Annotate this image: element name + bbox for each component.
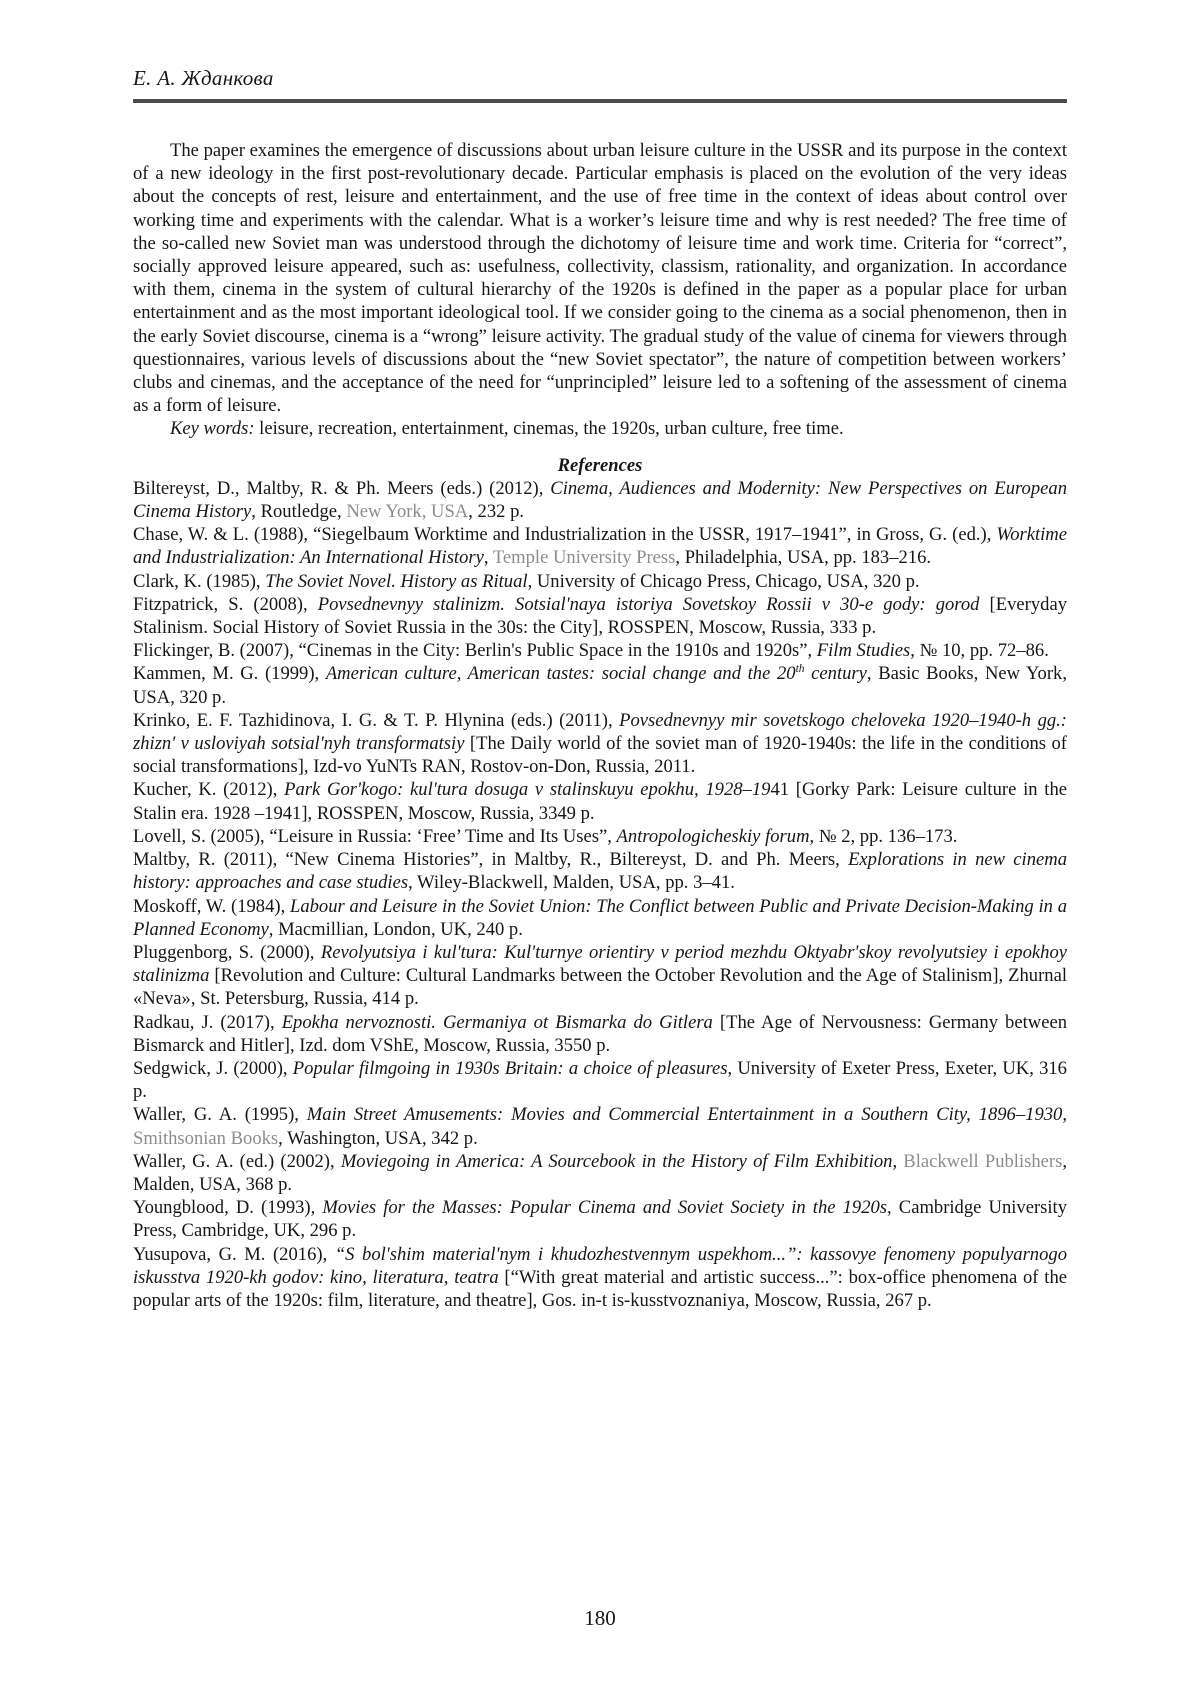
reference-segment: , xyxy=(483,547,493,569)
reference-entry xyxy=(133,639,1067,662)
reference-segment: “S bol'shim material'nym i khudozhestvennym uspekhom...”: kassovye fenomeny populyarnogo iskusstva 1920-kh godov: kino, literatura, teatra xyxy=(133,1243,1067,1288)
reference-segment: [“With great material and artistic success...”: box-office phenomena of the popular arts of the 1920s: film, literature, and theatre], Gos. in-t is-kusstvoznaniya, Moscow, Russia, 267 p. xyxy=(133,1266,1067,1311)
reference-segment: Main Street Amusements: Movies and Commercial Entertainment in a Southern City, 1896–1930, xyxy=(306,1104,1067,1126)
reference-segment: , Routledge, xyxy=(251,501,347,523)
reference-segment: Radkau, J. (2017), xyxy=(133,1011,282,1033)
reference-entry xyxy=(133,941,1067,1011)
reference-segment: Yusupova, G. M. (2016), xyxy=(133,1243,335,1265)
reference-segment: Popular filmgoing in 1930s Britain: a choice of pleasures xyxy=(292,1057,728,1079)
reference-segment: The Soviet Novel. History as Ritual xyxy=(265,570,528,592)
reference-segment: Temple University Press xyxy=(492,547,676,569)
reference-segment: Movies for the Masses: Popular Cinema and Soviet Society in the 1920s xyxy=(322,1197,888,1219)
page-footer xyxy=(0,1606,1200,1631)
reference-segment: Waller, G. A. (ed.) (2002), xyxy=(133,1150,341,1172)
reference-entry xyxy=(133,593,1067,639)
reference-segment: New York, USA xyxy=(346,501,469,523)
reference-segment: Blackwell Publishers xyxy=(903,1150,1063,1172)
reference-segment: , 232 p. xyxy=(468,501,525,523)
reference-segment: Lovell, S. (2005), “Leisure in Russia: ‘Free’ Time and Its Uses”, xyxy=(133,825,617,847)
reference-segment: , University of Chicago Press, Chicago, USA, 320 p. xyxy=(527,570,920,592)
reference-segment: , Philadelphia, USA, pp. 183–216. xyxy=(675,547,932,569)
reference-entry xyxy=(133,778,1067,824)
references-list xyxy=(133,477,1067,1312)
page-number: 180 xyxy=(584,1606,616,1630)
reference-segment: Sedgwick, J. (2000), xyxy=(133,1057,293,1079)
reference-segment: , № 2, pp. 136–173. xyxy=(809,825,958,847)
reference-entry xyxy=(133,1196,1067,1242)
reference-entry xyxy=(133,825,1067,848)
header-rule xyxy=(133,99,1067,103)
reference-segment: Kucher, K. (2012), xyxy=(133,779,285,801)
reference-entry xyxy=(133,1103,1067,1149)
reference-segment: Revolyutsiya i kul'tura: Kul'turnye orientiry v period mezhdu Oktyabr'skoy revolyutsiey i epokhoy stalinizma xyxy=(133,941,1068,987)
reference-segment: Kammen, M. G. (1999), xyxy=(133,663,326,685)
running-head-author: Е. А. Жданкова xyxy=(133,66,274,90)
reference-segment: American culture, American tastes: social change and the 20 xyxy=(325,663,796,685)
reference-entry xyxy=(133,1150,1067,1196)
reference-segment: Film Studies xyxy=(816,640,911,662)
reference-segment: Epokha nervoznosti. Germaniya ot Bismarka do Gitlera xyxy=(281,1011,713,1033)
reference-segment: Moviegoing in America: A Sourcebook in the History of Film Exhibition xyxy=(340,1150,893,1172)
reference-segment: Explorations in new cinema history: approaches and case studies xyxy=(133,849,1067,894)
page-header xyxy=(133,65,1067,103)
reference-segment: Biltereyst, D., Maltby, R. & Ph. Meers (eds.) (2012), xyxy=(133,477,551,499)
reference-segment: , Basic Books, New York, USA, 320 p. xyxy=(133,663,1067,708)
reference-segment: Cinema, Audiences and Modernity: New Perspectives on European Cinema History xyxy=(133,477,1067,523)
reference-segment: Povsednevnyy stalinizm. Sotsial'naya istoriya Sovetskoy Rossii v 30-e gody: gorod xyxy=(317,593,980,615)
reference-segment: century xyxy=(804,663,867,685)
reference-segment: , Wiley-Blackwell, Malden, USA, pp. 3–41. xyxy=(408,872,735,894)
reference-segment: th xyxy=(795,663,805,676)
reference-entry xyxy=(133,477,1067,523)
reference-entry xyxy=(133,1057,1067,1103)
reference-segment: Fitzpatrick, S. (2008), xyxy=(133,593,318,615)
reference-entry xyxy=(133,523,1067,569)
reference-segment: Worktime and Industrialization: An International History xyxy=(133,524,1067,569)
reference-segment: Moskoff, W. (1984), xyxy=(133,895,290,917)
reference-segment: Youngblood, D. (1993), xyxy=(133,1197,323,1219)
reference-segment: Waller, G. A. (1995), xyxy=(133,1104,307,1126)
reference-segment: [The Age of Nervousness: Germany between Bismarck and Hitler], Izd. dom VShE, Moscow, Russia, 3550 p. xyxy=(133,1011,1067,1056)
reference-entry xyxy=(133,662,1067,708)
reference-segment: Pluggenborg, S. (2000), xyxy=(133,941,321,963)
keywords-paragraph xyxy=(133,417,1067,440)
reference-entry xyxy=(133,1011,1067,1057)
reference-segment: , Cambridge University Press, Cambridge, UK, 296 p. xyxy=(133,1197,1068,1242)
reference-segment: Krinko, E. F. Tazhidinova, I. G. & T. P. Hlynina (eds.) (2011), xyxy=(133,709,620,731)
reference-segment: , № 10, pp. 72–86. xyxy=(910,640,1049,662)
reference-segment: Smithsonian Books xyxy=(133,1127,279,1149)
reference-segment: Flickinger, B. (2007), “Cinemas in the City: Berlin's Public Space in the 1910s and 1920s”, xyxy=(133,640,817,662)
reference-segment: [Revolution and Culture: Cultural Landmarks between the October Revolution and the Age of Stalinism], Zhurnal «Neva», St. Petersburg, Russia, 414 p. xyxy=(133,965,1067,1010)
reference-entry xyxy=(133,848,1067,894)
reference-segment: , Washington, USA, 342 p. xyxy=(278,1127,478,1149)
reference-segment: , Macmillian, London, UK, 240 p. xyxy=(268,918,523,940)
reference-segment: Labour and Leisure in the Soviet Union: The Conflict between Public and Private Decision-Making in a Planned Economy xyxy=(133,895,1067,940)
reference-segment: Antropologicheskiy forum xyxy=(616,825,810,847)
reference-segment: [Everyday Stalinism. Social History of Soviet Russia in the 30s: the City], ROSSPEN, Moscow, Russia, 333 p. xyxy=(133,593,1067,639)
keywords-label: Key words: xyxy=(170,418,255,440)
reference-segment: 41 [Gorky Park: Leisure culture in the Stalin era. 1928 –1941], ROSSPEN, Moscow, Russia, 3349 p. xyxy=(133,779,1067,824)
reference-entry xyxy=(133,895,1067,941)
reference-segment: , xyxy=(892,1150,904,1172)
reference-segment: Chase, W. & L. (1988), “Siegelbaum Worktime and Industrialization in the USSR, 1917–1941”, in Gross, G. (ed.), xyxy=(133,524,997,546)
reference-segment: , Malden, USA, 368 p. xyxy=(133,1150,1067,1195)
page-body xyxy=(133,139,1067,1312)
reference-segment: Clark, K. (1985), xyxy=(133,570,266,592)
references-heading: References xyxy=(557,454,643,476)
reference-segment: Park Gor'kogo: kul'tura dosuga v stalinskuyu epokhu, 1928–19 xyxy=(284,779,771,801)
reference-segment: Povsednevnyy mir sovetskogo cheloveka 1920–1940-h gg.: zhizn' v usloviyah sotsial'nyh transformatsiy xyxy=(133,709,1067,755)
reference-entry xyxy=(133,570,1067,593)
reference-segment: Maltby, R. (2011), “New Cinema Histories”, in Maltby, R., Biltereyst, D. and Ph. Meers, xyxy=(133,849,849,871)
abstract-paragraph: The paper examines the emergence of discussions about urban leisure culture in the USSR and its purpose in the context of a new ideology in the first post-revolutionary decade. Particular emphasis is placed on the evolution of the very ideas about the concepts of rest, leisure and entertainment, and the use of free time in the context of ideas about control over working time and experiments with the calendar. What is a worker’s leisure time and why is rest needed? The free time of the so-called new Soviet man was understood through the dichotomy of leisure time and work time. Criteria for “correct”, socially approved leisure appeared, such as: usefulness, collectivity, classism, rationality, and organization. In accordance with them, cinema in the system of cultural hierarchy of the 1920s is defined in the paper as a popular place for urban entertainment and as the most important ideological tool. If we consider going to the cinema as a social phenomenon, then in the early Soviet discourse, cinema is a “wrong” leisure activity. The gradual study of the value of cinema for viewers through questionnaires, various levels of discussions about the “new Soviet spectator”, the nature of competition between workers’ clubs and cinemas, and the acceptance of the need for “unprincipled” leisure led to a softening of the assessment of cinema as a form of leisure. xyxy=(133,140,1067,417)
keywords-text: leisure, recreation, entertainment, cinemas, the 1920s, urban culture, free time. xyxy=(254,418,844,440)
reference-entry xyxy=(133,1243,1067,1313)
reference-segment: , University of Exeter Press, Exeter, UK, 316 p. xyxy=(133,1057,1067,1103)
reference-segment: [The Daily world of the soviet man of 1920-1940s: the life in the conditions of social transformations], Izd-vo YuNTs RAN, Rostov-on-Don, Russia, 2011. xyxy=(133,733,1068,778)
reference-entry xyxy=(133,709,1067,779)
